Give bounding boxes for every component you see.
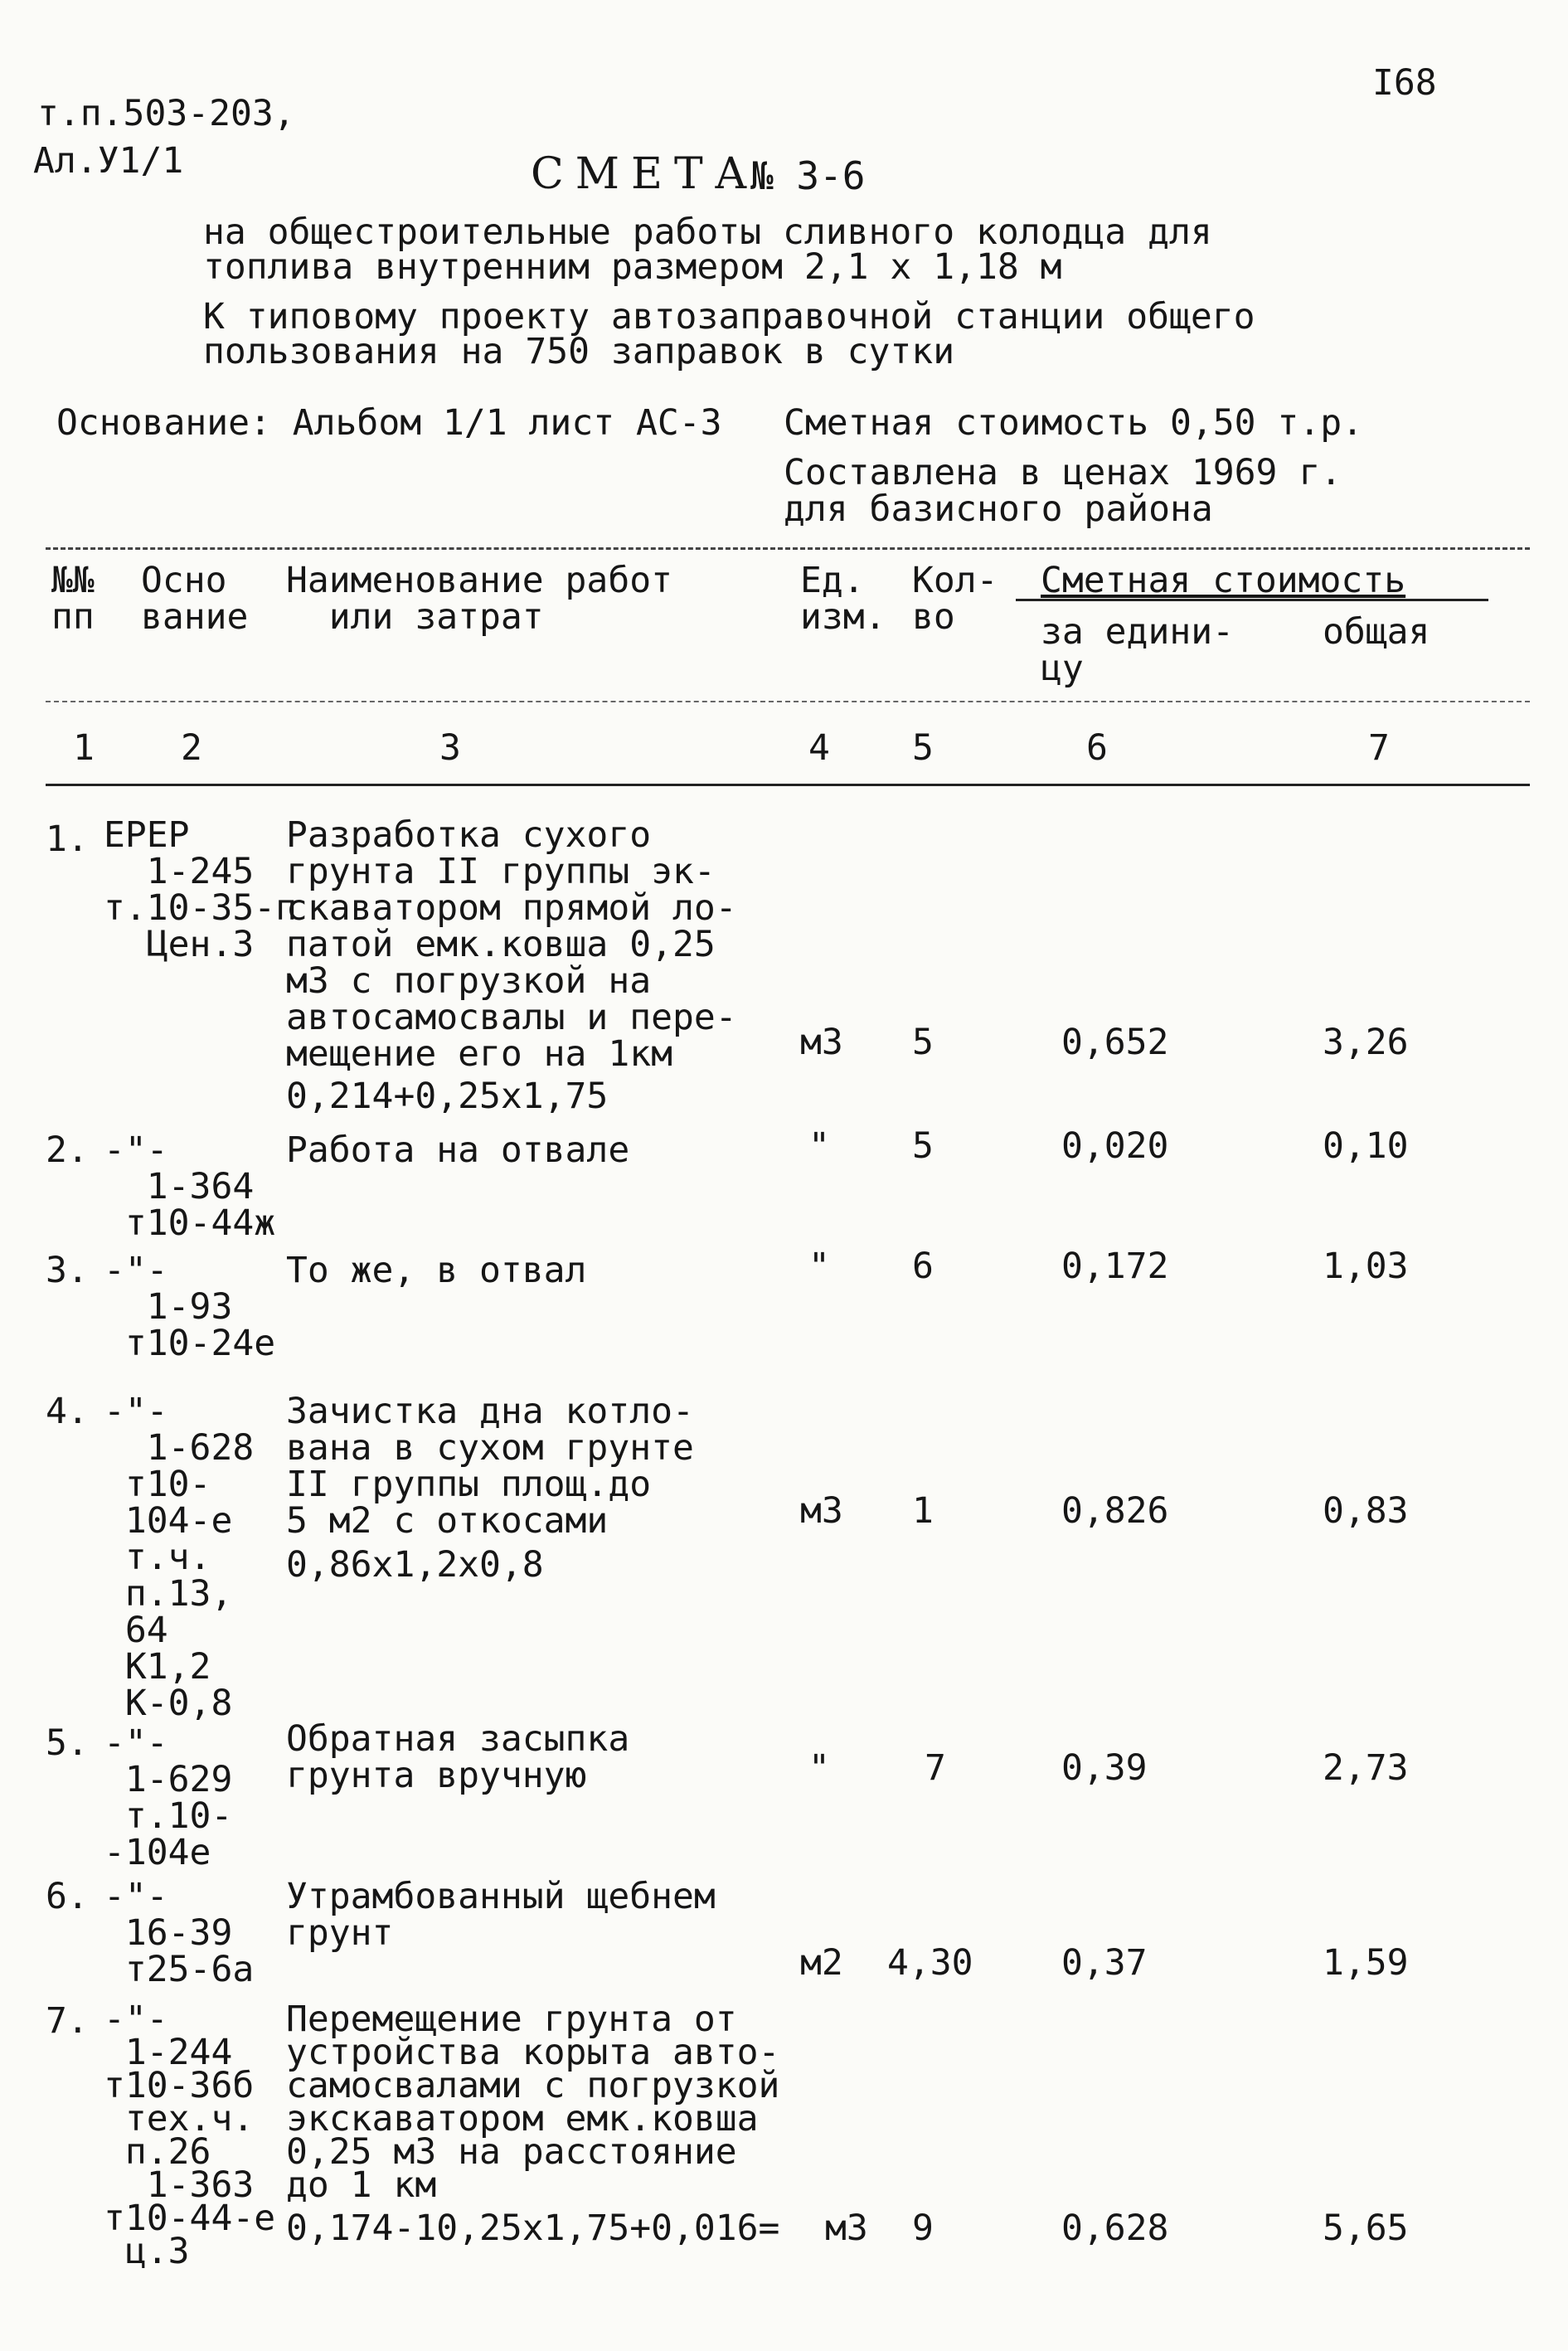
row-work-name: То же, в отвал: [286, 1250, 587, 1291]
row-quantity: 6: [912, 1246, 934, 1287]
header-col-4: Ед. изм.: [800, 560, 886, 638]
header-col-1: №№ пп: [51, 560, 95, 638]
row-formula: 0,86х1,2х0,8: [286, 1544, 544, 1586]
row-unit-cost: 0,826: [1061, 1490, 1169, 1532]
row-basis: ЕРЕР 1-245 т.10-35-п Цен.3: [104, 814, 297, 965]
page-number: I68: [1372, 62, 1437, 104]
row-basis: -"- 1-93 т10-24е: [104, 1250, 276, 1364]
album-reference: Ал.У1/1: [33, 140, 184, 182]
subtitle-line-1: на общестроительные работы сливного колодца для: [203, 211, 1212, 253]
row-unit: ": [808, 1747, 830, 1789]
row-quantity: 1: [912, 1490, 934, 1532]
colnum-5: 5: [912, 727, 934, 769]
basis-line: Основание: Альбом 1/1 лист АС-3: [56, 402, 722, 444]
row-number: 6.: [46, 1876, 89, 1917]
header-cost-group: Сметная стоимость: [1041, 560, 1406, 601]
row-work-name: Перемещение грунта от устройства корыта авто- самосвалами с погрузкой экскаватором емк.ковша 0,25 м3 на расстояние до 1 км: [286, 1999, 780, 2206]
document-number: № 3-6: [750, 153, 866, 198]
row-number: 2.: [46, 1129, 89, 1171]
row-formula: 0,214+0,25х1,75: [286, 1076, 609, 1117]
row-work-name: Зачистка дна котло- вана в сухом грунте II группы площ.до 5 м2 с откосами: [286, 1391, 694, 1542]
row-total: 0,83: [1323, 1490, 1409, 1532]
row-total: 2,73: [1323, 1747, 1409, 1789]
row-number: 4.: [46, 1391, 89, 1432]
header-col-3: Наименование работ или затрат: [286, 560, 672, 638]
row-formula: 0,174-10,25х1,75+0,016=: [286, 2208, 780, 2249]
row-unit: м3: [800, 1022, 843, 1063]
row-work-name: Разработка сухого грунта II группы эк- скаватором прямой ло- патой емк.ковша 0,25 м3 с погрузкой на автосамосвалы и пере- мещение его на 1км: [286, 814, 737, 1075]
row-unit: м3: [825, 2208, 868, 2249]
header-col-7: общая: [1323, 611, 1430, 653]
document-title: СМЕТА: [531, 149, 760, 199]
row-basis: -"- 1-628 т10- 104-е т.ч. п.13, 64 К1,2 К-0,8: [104, 1391, 255, 1724]
header-col-5: Кол- во: [912, 560, 998, 638]
row-unit-cost: 0,172: [1061, 1246, 1169, 1287]
row-unit: м2: [800, 1942, 843, 1984]
estimated-cost: Сметная стоимость 0,50 т.р.: [784, 402, 1363, 444]
header-col-6: за едини- цу: [1041, 611, 1234, 689]
row-unit-cost: 0,652: [1061, 1022, 1169, 1063]
colnum-3: 3: [439, 727, 461, 769]
subtitle-line-4: пользования на 750 заправок в сутки: [203, 331, 955, 372]
row-number: 3.: [46, 1250, 89, 1291]
row-quantity: 9: [912, 2208, 934, 2249]
colnum-1: 1: [73, 727, 95, 769]
row-unit: ": [808, 1246, 830, 1287]
row-unit-cost: 0,020: [1061, 1125, 1169, 1167]
colnum-4: 4: [808, 727, 830, 769]
row-unit: м3: [800, 1490, 843, 1532]
header-col-2: Осно вание: [141, 560, 249, 638]
price-level-line-1: Составлена в ценах 1969 г.: [784, 452, 1342, 493]
row-unit-cost: 0,628: [1061, 2208, 1169, 2249]
subtitle-line-2: топлива внутренним размером 2,1 х 1,18 м: [203, 246, 1062, 288]
row-total: 5,65: [1323, 2208, 1409, 2249]
row-work-name: Утрамбованный щебнем грунт: [286, 1876, 716, 1954]
row-quantity: 7: [925, 1747, 946, 1789]
doc-reference: т.п.503-203,: [37, 93, 295, 134]
row-total: 3,26: [1323, 1022, 1409, 1063]
colnum-6: 6: [1086, 727, 1108, 769]
row-number: 5.: [46, 1722, 89, 1764]
row-number: 1.: [46, 818, 89, 860]
row-basis: -"- 1-629 т.10- -104е: [104, 1722, 233, 1873]
header-rule: [46, 701, 1530, 702]
column-numbers-rule: [46, 784, 1530, 786]
row-total: 1,59: [1323, 1942, 1409, 1984]
row-unit-cost: 0,39: [1061, 1747, 1148, 1789]
row-basis: -"- 1-364 т10-44ж: [104, 1129, 276, 1244]
subtitle-line-3: К типовому проекту автозаправочной станции общего: [203, 296, 1255, 338]
row-quantity: 4,30: [887, 1942, 973, 1984]
row-total: 0,10: [1323, 1125, 1409, 1167]
row-quantity: 5: [912, 1125, 934, 1167]
row-work-name: Обратная засыпка грунта вручную: [286, 1718, 630, 1796]
row-basis: -"- 1-244 т10-36б тех.ч. п.26 1-363 т10-44-е ц.3: [104, 1999, 276, 2272]
row-quantity: 5: [912, 1022, 934, 1063]
row-basis: -"- 16-39 т25-6а: [104, 1876, 255, 1990]
row-total: 1,03: [1323, 1246, 1409, 1287]
table-top-rule: [46, 547, 1530, 550]
row-work-name: Работа на отвале: [286, 1129, 630, 1171]
colnum-2: 2: [181, 727, 202, 769]
cost-group-rule: [1016, 599, 1488, 601]
price-level-line-2: для базисного района: [784, 488, 1213, 530]
colnum-7: 7: [1368, 727, 1390, 769]
row-unit: ": [808, 1125, 830, 1167]
row-unit-cost: 0,37: [1061, 1942, 1148, 1984]
row-number: 7.: [46, 2000, 89, 2042]
